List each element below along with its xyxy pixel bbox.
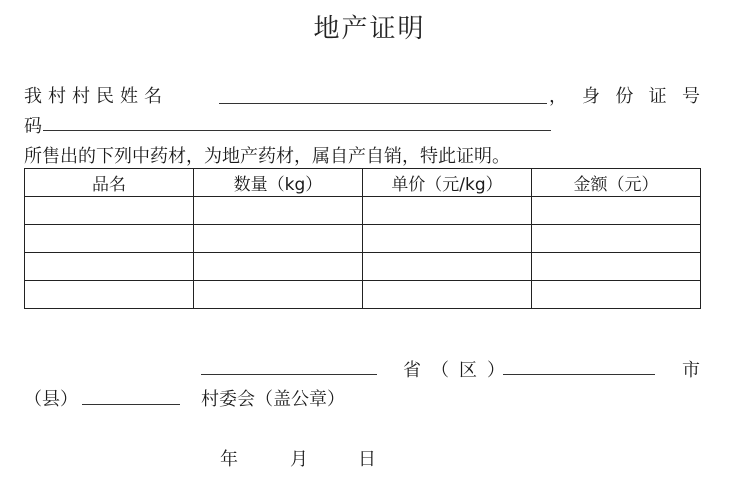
city-blank[interactable] <box>503 374 655 375</box>
document-title: 地产证明 <box>313 14 426 44</box>
table-row <box>25 281 701 309</box>
id-label-char: 份 <box>615 86 634 107</box>
village-committee-seal-label: 村委会（盖公章） <box>201 389 345 410</box>
table-cell[interactable] <box>25 225 194 253</box>
id-label-char: 证 <box>648 86 667 107</box>
villager-name-label: 我村村民姓名 <box>24 86 168 107</box>
date-year-label: 年 <box>220 449 238 470</box>
id-label-char: 号 <box>681 86 700 107</box>
province-blank[interactable] <box>201 374 377 375</box>
table-cell[interactable] <box>363 281 532 309</box>
herb-sales-table <box>24 168 701 309</box>
table-cell[interactable] <box>194 197 363 225</box>
header-quantity: 数量（kg） <box>194 169 363 197</box>
county-blank[interactable] <box>82 404 180 405</box>
table-row <box>25 225 701 253</box>
table-cell[interactable] <box>363 253 532 281</box>
table-row <box>25 197 701 225</box>
county-label: （县） <box>24 389 78 410</box>
city-label: 市 <box>682 360 700 381</box>
table-cell[interactable] <box>363 225 532 253</box>
table-cell[interactable] <box>363 197 532 225</box>
header-amount: 金额（元） <box>532 169 701 197</box>
table-cell[interactable] <box>532 225 701 253</box>
table-cell[interactable] <box>532 197 701 225</box>
id-label-char: 身 <box>582 86 600 107</box>
date-day-label: 日 <box>358 449 376 470</box>
table-cell[interactable] <box>194 225 363 253</box>
id-number-label <box>582 82 700 108</box>
table-cell[interactable] <box>532 253 701 281</box>
header-unit-price: 单价（元/kg） <box>363 169 532 197</box>
certification-statement: 所售出的下列中药材，为地产药材，属自产自销，特此证明。 <box>24 146 510 167</box>
table-cell[interactable] <box>25 281 194 309</box>
table-header-row <box>25 169 701 197</box>
comma: ， <box>549 86 567 107</box>
table-cell[interactable] <box>194 281 363 309</box>
province-label: 省（区） <box>403 360 515 381</box>
header-product-name: 品名 <box>25 169 194 197</box>
date-month-label: 月 <box>290 449 308 470</box>
id-number-blank[interactable] <box>43 130 551 131</box>
table-row <box>25 253 701 281</box>
table-cell[interactable] <box>25 253 194 281</box>
table-cell[interactable] <box>532 281 701 309</box>
table-cell[interactable] <box>194 253 363 281</box>
id-number-label-end: 码 <box>24 116 42 137</box>
villager-name-blank[interactable] <box>219 103 547 104</box>
table-cell[interactable] <box>25 197 194 225</box>
